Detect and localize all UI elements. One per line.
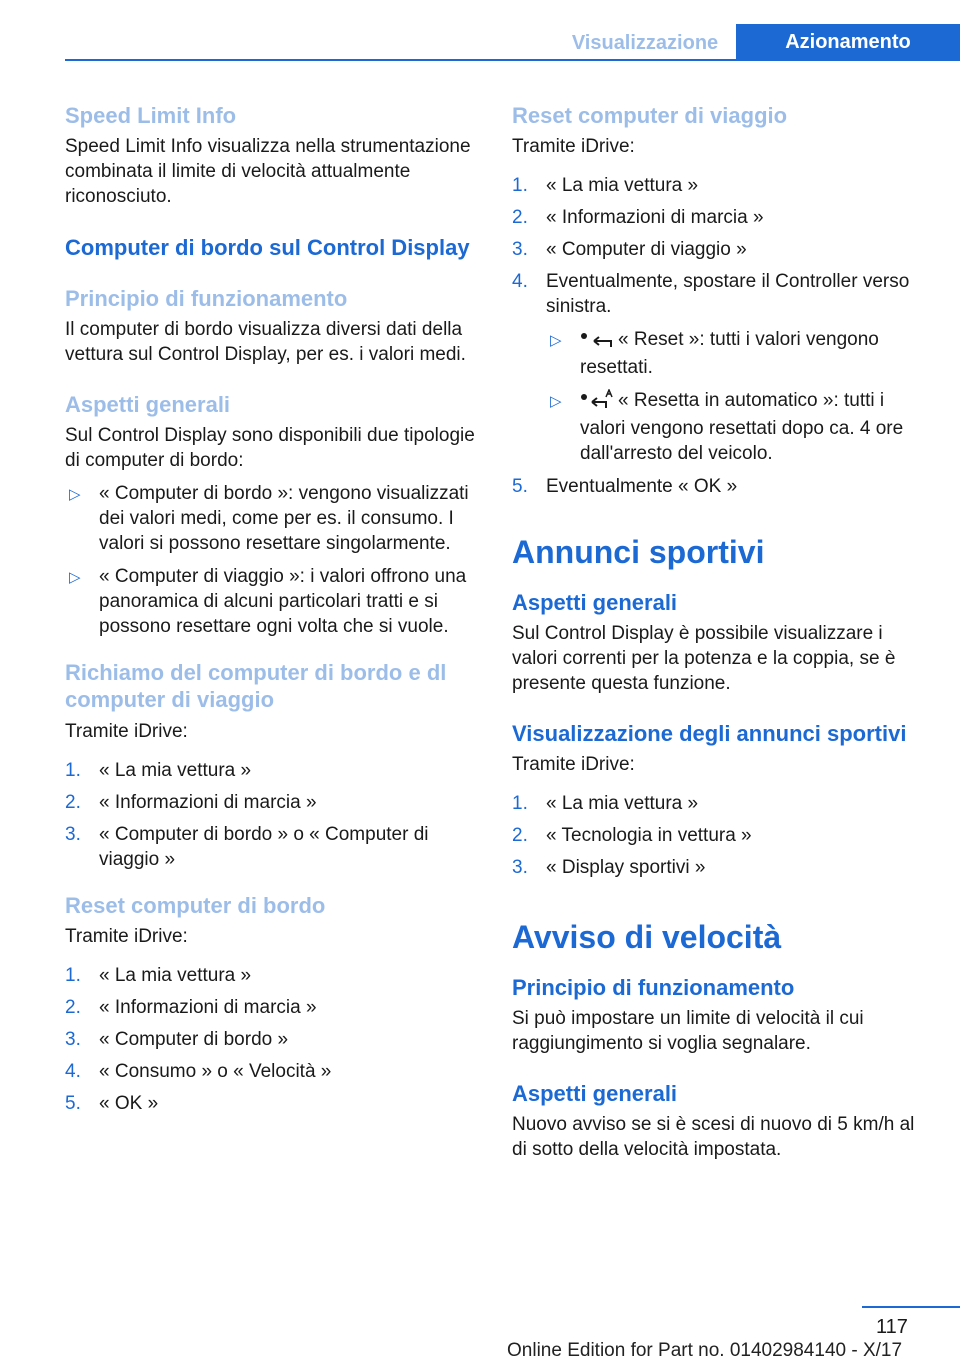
annunci-heading: Annunci sportivi bbox=[512, 534, 765, 570]
annunci-vis-intro: Tramite iDrive: bbox=[512, 754, 635, 775]
reset-options bbox=[546, 327, 930, 466]
footer-rule bbox=[862, 1306, 960, 1308]
list-item: 4. Eventualmente, spostare il Controller verso sinistra. ▷ « Reset »: tutti i valori vengono resettati. ▷ « Resetta in automatico »: tutti i valori vengono resettati dopo ca. 4 ore dall'arresto del veicolo. bbox=[512, 269, 930, 466]
left-column bbox=[65, 100, 480, 1123]
reset-arrow-icon bbox=[580, 330, 614, 355]
list-item: 1. « La mia vettura » bbox=[512, 793, 699, 814]
list-item: 2. « Informazioni di marcia » bbox=[65, 792, 317, 813]
list-item: 2. « Tecnologia in vettura » bbox=[512, 825, 752, 846]
list-item: 3. « Computer di bordo » o « Computer di viaggio » bbox=[65, 824, 429, 870]
page-header bbox=[0, 0, 960, 66]
list-item: 1. « La mia vettura » bbox=[65, 760, 252, 781]
richiamo-heading: Richiamo del computer di bordo e dl computer di viaggio bbox=[65, 660, 447, 712]
reset-viaggio-steps bbox=[512, 173, 930, 499]
list-item: 2. « Informazioni di marcia » bbox=[512, 207, 764, 228]
list-item: 3. « Display sportivi » bbox=[512, 857, 706, 878]
list-item: ▷ « Computer di viaggio »: i valori offrono una panoramica di alcuni particolari tratti e si possono resettare ogni volta che si vuole. bbox=[69, 566, 467, 637]
richiamo-intro: Tramite iDrive: bbox=[65, 721, 188, 742]
list-item: 1. « La mia vettura » bbox=[512, 175, 699, 196]
annunci-aspetti-text: Sul Control Display è possibile visualizzare i valori correnti per la potenza e la coppia, se è presente questa funzione. bbox=[512, 623, 896, 694]
header-rule bbox=[65, 59, 960, 61]
bullet-triangle-icon: ▷ bbox=[69, 569, 81, 586]
speed-limit-text: Speed Limit Info visualizza nella strumentazione combinata il limite di velocità attualmente riconosciuto. bbox=[65, 136, 471, 207]
bullet-triangle-icon: ▷ bbox=[550, 332, 562, 349]
reset-viaggio-heading: Reset computer di viaggio bbox=[512, 103, 788, 128]
header-chapter-tab: Azionamento bbox=[736, 24, 960, 61]
edition-footer: Online Edition for Part no. 01402984140 - X/17 bbox=[507, 1340, 903, 1361]
list-item: ▷ « Reset »: tutti i valori vengono resettati. bbox=[550, 329, 879, 378]
principio-heading: Principio di funzionamento bbox=[65, 286, 348, 311]
richiamo-steps bbox=[65, 758, 480, 872]
bullet-triangle-icon: ▷ bbox=[550, 393, 562, 410]
reset-bordo-intro: Tramite iDrive: bbox=[65, 926, 188, 947]
reset-viaggio-intro: Tramite iDrive: bbox=[512, 136, 635, 157]
list-item: 2. « Informazioni di marcia » bbox=[65, 997, 317, 1018]
reset-bordo-steps bbox=[65, 963, 480, 1116]
avviso-aspetti-heading: Aspetti generali bbox=[512, 1081, 678, 1106]
list-item: 3. « Computer di viaggio » bbox=[512, 239, 747, 260]
right-column bbox=[512, 100, 930, 1162]
list-item: 3. « Computer di bordo » bbox=[65, 1029, 289, 1050]
avviso-heading: Avviso di velocità bbox=[512, 919, 782, 955]
list-item: 1. « La mia vettura » bbox=[65, 965, 252, 986]
auto-reset-icon bbox=[580, 389, 614, 416]
annunci-aspetti-heading: Aspetti generali bbox=[512, 590, 678, 615]
avviso-aspetti-text: Nuovo avviso se si è scesi di nuovo di 5 km/h al di sotto della velocità impostata. bbox=[512, 1114, 915, 1160]
annunci-steps bbox=[512, 791, 930, 880]
annunci-vis-heading: Visualizzazione degli annunci sportivi bbox=[512, 721, 907, 746]
list-item: 4. « Consumo » o « Velocità » bbox=[65, 1061, 332, 1082]
computer-heading: Computer di bordo sul Control Display bbox=[65, 235, 470, 260]
list-item: ▷ « Computer di bordo »: vengono visualizzati dei valori medi, come per es. il consumo. I valori si possono resettare singolarmente. bbox=[69, 483, 469, 554]
principio-text: Il computer di bordo visualizza diversi dati della vettura sul Control Display, per es. i valori medi. bbox=[65, 319, 466, 365]
aspetti-heading: Aspetti generali bbox=[65, 392, 231, 417]
aspetti-bullets bbox=[65, 481, 480, 639]
list-item: 5. Eventualmente « OK » bbox=[512, 476, 738, 497]
speed-limit-heading: Speed Limit Info bbox=[65, 103, 237, 128]
page-number: 117 bbox=[876, 1316, 908, 1338]
avviso-principio-heading: Principio di funzionamento bbox=[512, 975, 795, 1000]
aspetti-text: Sul Control Display sono disponibili due tipologie di computer di bordo: bbox=[65, 425, 475, 471]
list-item: ▷ « Resetta in automatico »: tutti i valori vengono resettati dopo ca. 4 ore dall'arresto del veicolo. bbox=[550, 390, 904, 464]
avviso-principio-text: Si può impostare un limite di velocità il cui raggiungimento si voglia segnalare. bbox=[512, 1008, 864, 1054]
list-item: 5. « OK » bbox=[65, 1093, 159, 1114]
bullet-triangle-icon: ▷ bbox=[69, 486, 81, 503]
header-section-label: Visualizzazione bbox=[571, 32, 719, 54]
reset-bordo-heading: Reset computer di bordo bbox=[65, 893, 326, 918]
